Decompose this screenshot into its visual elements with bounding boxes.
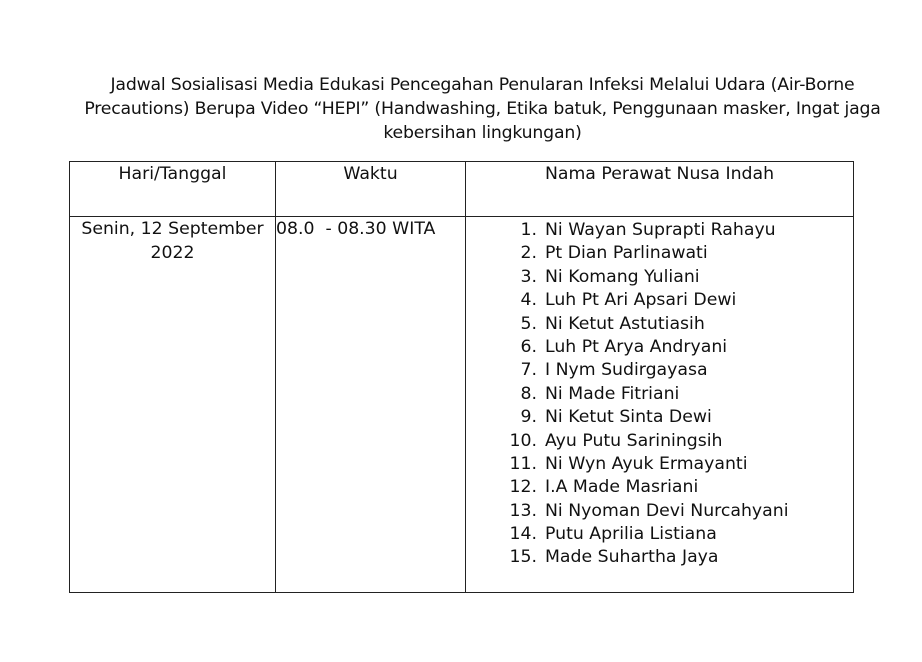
list-item <box>506 335 853 358</box>
list-item <box>506 288 853 311</box>
list-item <box>506 429 853 452</box>
nurse-name: Luh Pt Ari Apsari Dewi <box>545 290 737 311</box>
list-number: 3. <box>520 266 537 287</box>
nurse-name: Ni Komang Yuliani <box>545 266 700 287</box>
nurse-name: I Nym Sudirgayasa <box>545 360 708 381</box>
list-number: 10. <box>509 430 537 451</box>
list-number: 7. <box>520 360 537 381</box>
date-cell <box>70 217 276 593</box>
nurse-name: Putu Aprilia Listiana <box>545 524 717 545</box>
table-header-row <box>70 162 854 217</box>
list-number: 12. <box>509 477 537 498</box>
list-number: 13. <box>509 500 537 521</box>
title-line: kebersihan lingkungan) <box>383 123 582 143</box>
list-number: 2. <box>520 243 537 264</box>
schedule-table <box>69 161 854 593</box>
list-number: 5. <box>520 313 537 334</box>
list-number: 1. <box>520 220 537 240</box>
nurse-name: Ni Made Fitriani <box>545 383 680 404</box>
nurse-name: Ni Ketut Sinta Dewi <box>545 407 712 428</box>
header-nurse-names: Nama Perawat Nusa Indah <box>466 162 854 217</box>
list-number: 15. <box>509 547 537 568</box>
nurse-name-list <box>466 217 853 569</box>
header-date: Hari/Tanggal <box>70 162 276 217</box>
list-number: 14. <box>509 524 537 545</box>
date-line: Senin, 12 September <box>81 219 264 239</box>
list-item <box>506 405 853 428</box>
list-item <box>506 312 853 335</box>
date-line: 2022 <box>150 243 195 263</box>
list-number: 8. <box>520 383 537 404</box>
nurse-name: Made Suhartha Jaya <box>545 547 719 568</box>
list-number: 9. <box>520 407 537 428</box>
list-item <box>506 545 853 568</box>
list-item <box>506 499 853 522</box>
list-item <box>506 218 853 241</box>
list-number: 6. <box>520 336 537 357</box>
nurse-name: I.A Made Masriani <box>545 477 699 498</box>
list-item <box>506 358 853 381</box>
nurse-name: Ni Wayan Suprapti Rahayu <box>545 220 776 240</box>
table-row <box>70 217 854 593</box>
list-item <box>506 265 853 288</box>
list-number: 4. <box>520 290 537 311</box>
nurse-name: Ni Nyoman Devi Nurcahyani <box>545 500 789 521</box>
title-line: Precautions) Berupa Video “HEPI” (Handwashing, Etika batuk, Penggunaan masker, Ingat jaga <box>84 99 881 119</box>
nurse-name: Pt Dian Parlinawati <box>545 243 708 264</box>
list-item <box>506 452 853 475</box>
list-item <box>506 475 853 498</box>
list-item <box>506 241 853 264</box>
nurse-name: Ni Wyn Ayuk Ermayanti <box>545 453 748 474</box>
names-cell <box>466 217 854 593</box>
list-item <box>506 522 853 545</box>
title-line: Jadwal Sosialisasi Media Edukasi Pencegahan Penularan Infeksi Melalui Udara (Air-Borne <box>110 75 855 95</box>
nurse-name: Ni Ketut Astutiasih <box>545 313 705 334</box>
nurse-name: Ayu Putu Sariningsih <box>545 430 723 451</box>
header-time: Waktu <box>276 162 466 217</box>
list-number: 11. <box>509 453 537 474</box>
document-title <box>70 73 895 145</box>
nurse-name: Luh Pt Arya Andryani <box>545 336 728 357</box>
list-item <box>506 382 853 405</box>
time-cell: 08.0 - 08.30 WITA <box>276 217 466 593</box>
